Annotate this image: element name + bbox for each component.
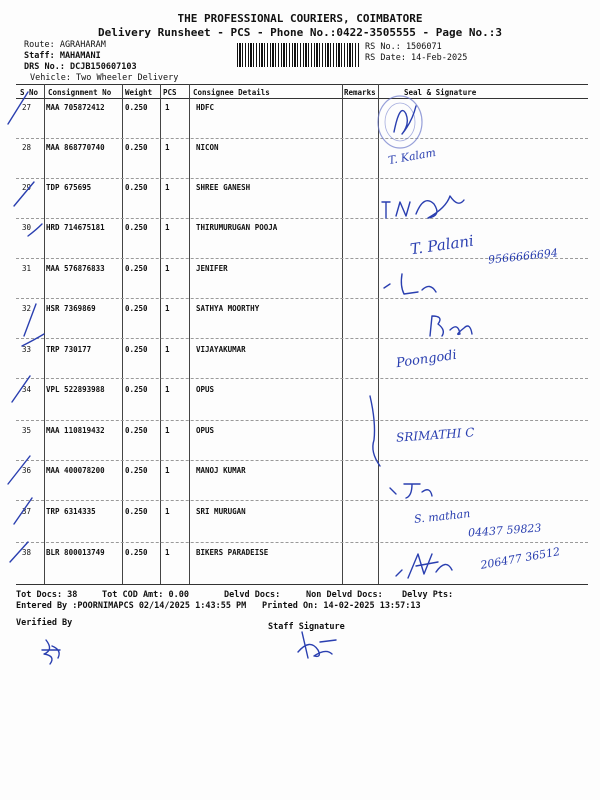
signature-row-37-name: S. mathan (413, 507, 471, 526)
row-consignee: SATHYA MOORTHY (196, 304, 260, 313)
row-separator (16, 178, 588, 179)
col-divider (160, 84, 161, 584)
row-pcs: 1 (165, 143, 170, 152)
table-header-border (16, 98, 588, 99)
verified-by-label: Verified By (16, 618, 73, 628)
row-consignment: TRP 6314335 (46, 507, 96, 516)
row-pcs: 1 (165, 385, 170, 394)
row-consignment: BLR 800013749 (46, 548, 105, 557)
row-consignment: VPL 522893988 (46, 385, 105, 394)
total-cod-amount: Tot COD Amt: 0.00 (102, 590, 189, 600)
col-divider (342, 84, 343, 584)
company-title: THE PROFESSIONAL COURIERS, COIMBATORE (177, 12, 423, 25)
col-header-consignee: Consignee Details (193, 88, 270, 97)
row-pcs: 1 (165, 223, 170, 232)
row-separator (16, 378, 588, 379)
staff-signature-label: Staff Signature (268, 622, 345, 632)
bracket-mark (360, 392, 390, 472)
row-weight: 0.250 (125, 507, 148, 516)
row-pcs: 1 (165, 345, 170, 354)
row-consignee: BIKERS PARADEISE (196, 548, 269, 557)
row-weight: 0.250 (125, 264, 148, 273)
signature-row-38-phone: 206477 36512 (479, 545, 562, 572)
row-consignee: OPUS (196, 385, 215, 394)
entered-by: Entered By :POORNIMAPCS 02/14/2025 1:43:55 PM (16, 601, 247, 611)
row-consignment: HSR 7369869 (46, 304, 96, 313)
row-pcs: 1 (165, 264, 170, 273)
row-separator (16, 298, 588, 299)
drs-number: DRS No.: DCJB150607103 (24, 62, 137, 72)
courier-stamp (372, 92, 432, 152)
row-consignee: OPUS (196, 426, 215, 435)
row-consignee: THIRUMURUGAN POOJA (196, 223, 278, 232)
row-sno: 38 (22, 548, 32, 557)
row-weight: 0.250 (125, 103, 148, 112)
row-separator (16, 542, 588, 543)
table-bottom-border (16, 584, 588, 585)
signature-row-32 (424, 312, 484, 342)
row-sno: 32 (22, 304, 32, 313)
row-sno: 31 (22, 264, 32, 273)
row-sno: 37 (22, 507, 32, 516)
row-weight: 0.250 (125, 223, 148, 232)
row-consignee: JENIFER (196, 264, 228, 273)
col-header-consignment: Consignment No (48, 88, 112, 97)
total-docs: Tot Docs: 38 (16, 590, 78, 600)
pen-tick-marks (0, 84, 60, 584)
row-weight: 0.250 (125, 304, 148, 313)
signature-row-33: Poongodi (395, 347, 458, 372)
printed-on: Printed On: 14-02-2025 13:57:13 (262, 601, 421, 611)
delivery-points: Delvy Pts: (402, 590, 454, 600)
row-weight: 0.250 (125, 466, 148, 475)
row-pcs: 1 (165, 183, 170, 192)
signature-row-30-name: T. Palani (409, 231, 475, 259)
row-pcs: 1 (165, 466, 170, 475)
row-sno: 29 (22, 183, 32, 192)
signature-row-28: T. Kalam (387, 145, 437, 168)
row-pcs: 1 (165, 103, 170, 112)
col-header-remarks: Remarks (344, 88, 376, 97)
row-consignee: HDFC (196, 103, 215, 112)
row-separator (16, 218, 588, 219)
row-separator (16, 420, 588, 421)
row-pcs: 1 (165, 426, 170, 435)
col-divider (122, 84, 123, 584)
verified-by-signature (36, 636, 70, 666)
row-consignment: HRD 714675181 (46, 223, 105, 232)
col-divider (189, 84, 190, 584)
row-weight: 0.250 (125, 426, 148, 435)
row-consignee: VIJAYAKUMAR (196, 345, 246, 354)
table-top-border (16, 84, 588, 85)
row-sno: 30 (22, 223, 32, 232)
row-sno: 28 (22, 143, 32, 152)
row-weight: 0.250 (125, 143, 148, 152)
row-consignee: SRI MURUGAN (196, 507, 246, 516)
row-separator (16, 500, 588, 501)
row-consignment: MAA 400078200 (46, 466, 105, 475)
col-header-sno: S No (20, 88, 39, 97)
col-header-seal-signature: Seal & Signature (404, 88, 477, 97)
row-separator (16, 338, 588, 339)
row-sno: 34 (22, 385, 32, 394)
col-header-pcs: PCS (163, 88, 177, 97)
staff-label: Staff: MAHAMANI (24, 51, 101, 61)
col-header-weight: Weight (125, 88, 153, 97)
col-divider (378, 84, 379, 584)
row-weight: 0.250 (125, 385, 148, 394)
route-label: Route: AGRAHARAM (24, 40, 106, 50)
row-consignment: TRP 730177 (46, 345, 92, 354)
row-sno: 27 (22, 103, 32, 112)
row-weight: 0.250 (125, 183, 148, 192)
row-pcs: 1 (165, 304, 170, 313)
row-weight: 0.250 (125, 548, 148, 557)
signature-row-36 (386, 480, 446, 502)
row-consignment: MAA 705872412 (46, 103, 105, 112)
row-separator (16, 460, 588, 461)
row-consignee: SHREE GANESH (196, 183, 251, 192)
non-delivered-docs: Non Delvd Docs: (306, 590, 383, 600)
barcode-image (237, 43, 359, 67)
row-consignment: MAA 868770740 (46, 143, 105, 152)
staff-signature (292, 628, 342, 662)
row-sno: 35 (22, 426, 32, 435)
row-consignee: NICON (196, 143, 219, 152)
rs-number: RS No.: 1506071 (365, 42, 442, 52)
row-consignment: TDP 675695 (46, 183, 92, 192)
vehicle-label: Vehicle: Two Wheeler Delivery (30, 73, 179, 83)
row-pcs: 1 (165, 548, 170, 557)
signature-row-31 (378, 270, 468, 300)
rs-date: RS Date: 14-Feb-2025 (365, 53, 468, 63)
signature-row-29 (376, 188, 476, 228)
signature-row-38 (392, 548, 462, 588)
row-weight: 0.250 (125, 345, 148, 354)
row-consignment: MAA 576876833 (46, 264, 105, 273)
row-pcs: 1 (165, 507, 170, 516)
row-consignment: MAA 110819432 (46, 426, 105, 435)
signature-row-35: SRIMATHI C (395, 425, 475, 445)
runsheet-subtitle: Delivery Runsheet - PCS - Phone No.:0422-3505555 - Page No.:3 (98, 26, 502, 39)
row-sno: 33 (22, 345, 32, 354)
delivered-docs: Delvd Docs: (224, 590, 281, 600)
signature-row-30-phone: 9566666694 (487, 246, 559, 267)
row-separator (16, 138, 588, 139)
signature-row-37-phone: 04437 59823 (467, 521, 542, 540)
row-sno: 36 (22, 466, 32, 475)
row-consignee: MANOJ KUMAR (196, 466, 246, 475)
